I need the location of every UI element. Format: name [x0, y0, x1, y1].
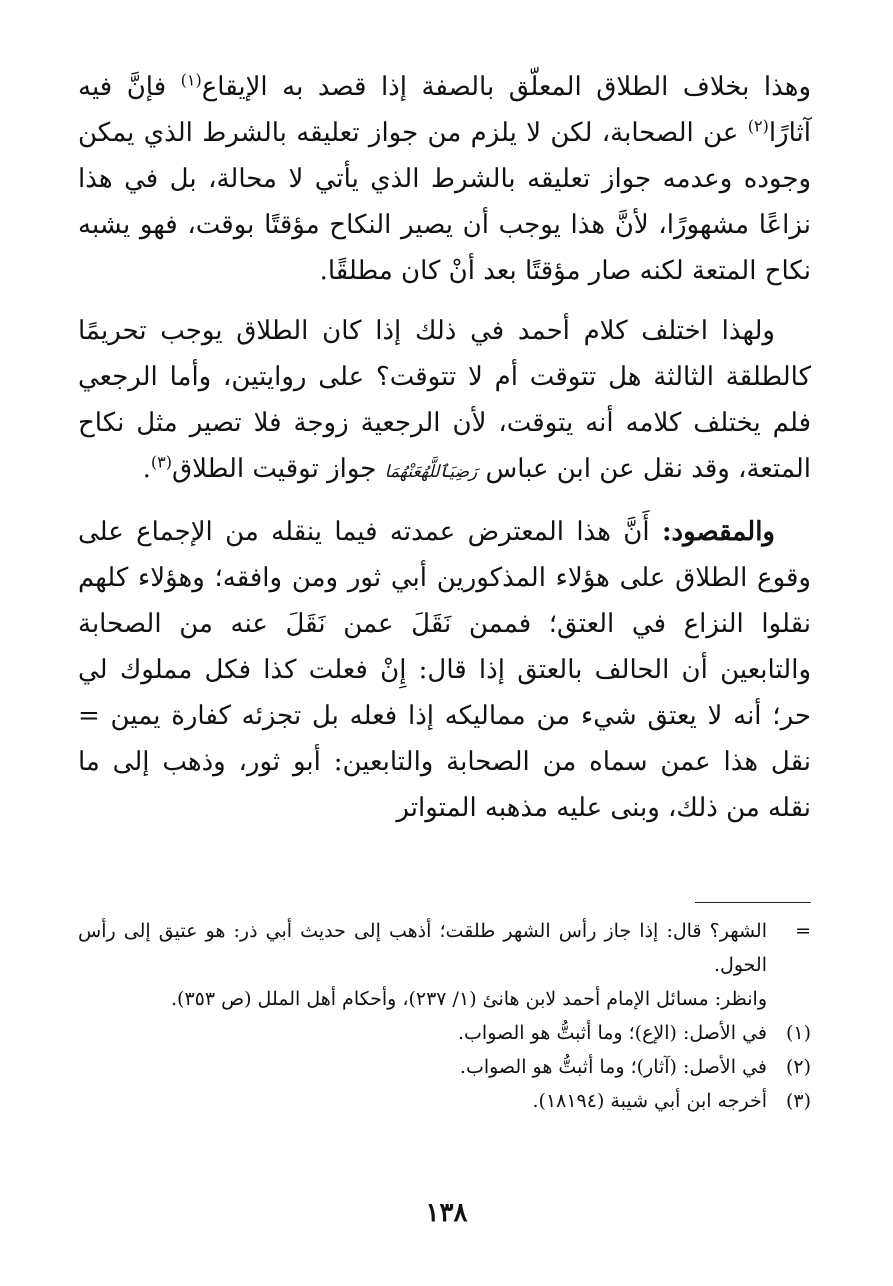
paragraph-3-lead: والمقصود:	[661, 517, 775, 547]
continuation-text: الشهر؟ قال: إذا جاز رأس الشهر طلقت؛ أذهب إلى حديث أبي ذر: هو عتيق إلى رأس الحول.	[78, 920, 767, 976]
continuation-mark: =	[795, 920, 811, 942]
paragraph-1-text-b: فإنَّ فيه آثارًا	[78, 72, 811, 148]
footnote-1-mark: (١)	[785, 1022, 811, 1044]
footnote-continuation	[78, 914, 811, 982]
footnote-1	[78, 1016, 811, 1050]
paragraph-3-text: أَنَّ هذا المعترض عمدته فيما ينقله من الإجماع على وقوع الطلاق على هؤلاء المذكورين أبي ثور ومن وافقه؛ وهؤلاء كلهم نقلوا النزاع في العتق؛ فممن نَقَلَ عمن نَقَلَ عنه من الصحابة والتابعين أن الحالف بالعتق إذا قال: إِنْ فعلت كذا فكل مملوك لي حر؛ أنه لا يعتق شيء من مماليكه إذا فعله بل تجزئه كفارة يمين = نقل هذا عمن سماه من الصحابة والتابعين: أبو ثور، وذهب إلى ما نقله من ذلك، وبنى عليه مذهبه المتواتر	[78, 517, 811, 823]
paragraph-2-text-b: جواز توقيت الطلاق	[171, 454, 385, 484]
footnote-ref-3[interactable]: (٣)	[150, 452, 172, 472]
footnote-ref-1[interactable]: (١)	[180, 70, 202, 90]
honorific-phrase: رَضِيَٱللَّهُعَنْهُمَا	[384, 462, 478, 482]
footnote-3-text: أخرجه ابن أبي شيبة (١٨١٩٤).	[532, 1090, 767, 1112]
footnote-2-text: في الأصل: (آثار)؛ وما أثبتُّ هو الصواب.	[459, 1056, 767, 1078]
footnote-2	[78, 1050, 811, 1084]
footnote-separator	[695, 902, 811, 903]
main-text	[78, 64, 811, 831]
paragraph-2	[78, 308, 811, 495]
page-number: ١٣٨	[425, 1198, 468, 1228]
footnote-3-mark: (٣)	[785, 1090, 811, 1112]
footnote-2-mark: (٢)	[785, 1056, 811, 1078]
paragraph-1	[78, 64, 811, 294]
paragraph-1-text-a: وهذا بخلاف الطلاق المعلّق بالصفة إذا قصد به الإيقاع	[201, 72, 811, 102]
footnote-ref-2[interactable]: (٢)	[747, 116, 769, 136]
footnotes-section	[78, 914, 811, 1118]
footnote-3	[78, 1084, 811, 1118]
footnote-1-text: في الأصل: (الإع)؛ وما أثبتُّ هو الصواب.	[457, 1022, 767, 1044]
paragraph-2-text-a: ولهذا اختلف كلام أحمد في ذلك إذا كان الطلاق يوجب تحريمًا كالطلقة الثالثة هل تتوقت أم لا تتوقت؟ على روايتين، وأما الرجعي فلم يختلف كلامه أنه يتوقت، لأن الرجعية زوجة فلا تصير مثل نكاح المتعة، وقد نقل عن ابن عباس	[78, 316, 811, 484]
paragraph-2-text-c: .	[142, 454, 151, 484]
paragraph-3	[78, 509, 811, 831]
paragraph-1-text-c: عن الصحابة، لكن لا يلزم من جواز تعليقه بالشرط الذي يمكن وجوده وعدمه جواز تعليقه بالشرط الذي يأتي لا محالة، بل في هذا نزاعًا مشهورًا، لأنَّ هذا يوجب أن يصير النكاح مؤقتًا بوقت، فهو يشبه نكاح المتعة لكنه صار مؤقتًا بعد أنْ كان مطلقًا.	[78, 118, 811, 286]
footnote-see-also: وانظر: مسائل الإمام أحمد لابن هانئ (١/ ٢٣٧)، وأحكام أهل الملل (ص ٣٥٣).	[171, 988, 767, 1010]
